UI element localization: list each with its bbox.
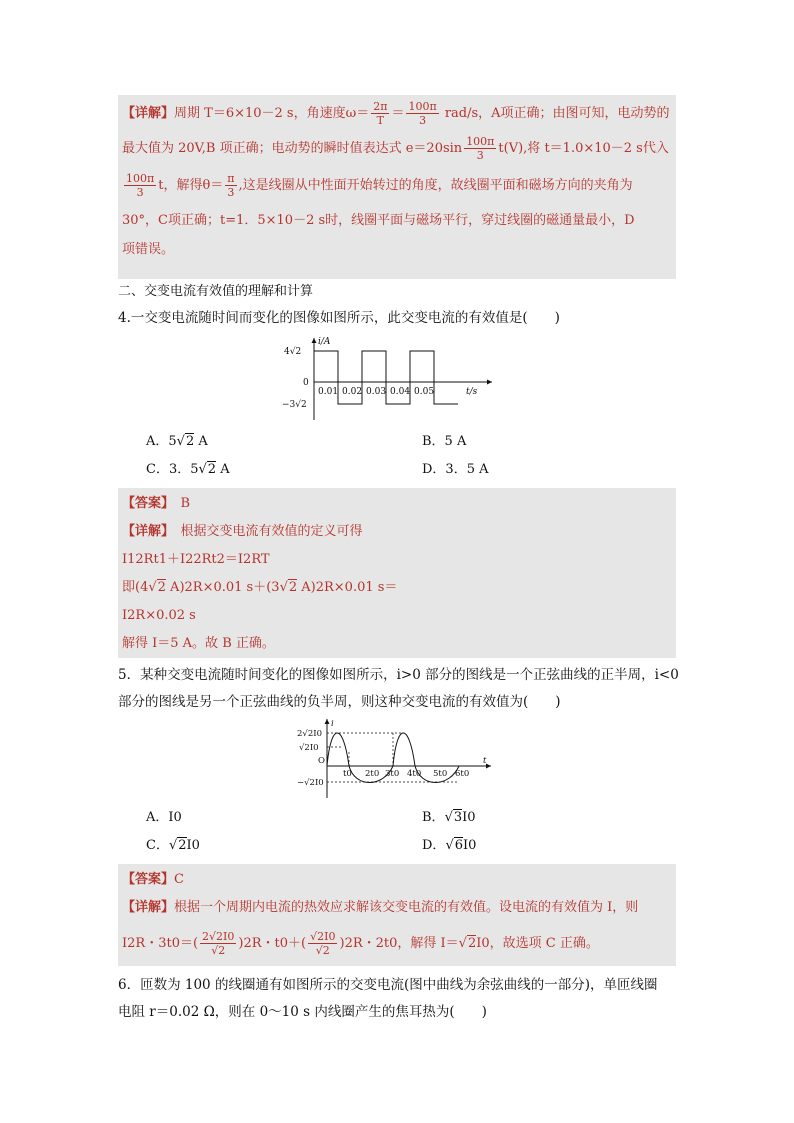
y-axis-arrow: [312, 338, 317, 343]
text: ,这是线圈从中性面开始转过的角度，故线圈平面和磁场方向的夹角为: [238, 178, 633, 193]
numerator: √2I0: [310, 930, 336, 943]
q4-xtick: 0.02: [342, 387, 363, 397]
radicand: 2: [178, 838, 187, 853]
fraction: [225, 172, 236, 199]
denominator: √2: [211, 944, 226, 957]
radicand: 6: [454, 838, 464, 853]
radicand: 2: [467, 936, 477, 951]
q5-xtick: t0: [343, 769, 352, 779]
q4-eq4: 解得 I＝5 A。故 B 正确。: [122, 636, 275, 651]
numerator: 100π: [408, 100, 437, 113]
text: A: [216, 462, 230, 477]
q5-options-row-2: [118, 832, 676, 860]
q4-eq2: 即(4√2 A)2R×0.01 s＋(3√2 A)2R×0.01 s＝: [122, 580, 398, 595]
q6-text-2: 电阻 r＝0.02 Ω，则在 0～10 s 内线圈产生的焦耳热为( ): [118, 1004, 487, 1020]
q3-detail-line-4: 30°，C项正确；t=1．5×10－2 s时，线圈平面与磁场平行，穿过线圈的磁通量最小，D: [122, 213, 635, 228]
answer-tag: 【答案】: [122, 496, 168, 511]
detail-tag: 【详解】: [122, 524, 168, 539]
q5-option-b[interactable]: B．√3I0: [422, 810, 476, 825]
numerator: 100π: [466, 135, 495, 148]
q4-xtick: 0.05: [414, 387, 435, 397]
q5-detail-line: [122, 894, 672, 922]
text: t，解得θ＝: [158, 178, 224, 193]
q5-xlabel: t: [483, 756, 487, 766]
q5-xtick: 4t0: [407, 769, 422, 779]
q5-xtick: 5t0: [433, 769, 448, 779]
q4-ytick-top: 4√2: [284, 347, 302, 357]
fraction: [124, 172, 156, 199]
q5-eq: I2R・3t0＝( $\frac{2√2I0}{√2}$ )2R・t0＋( $\frac{√2I0}{√2}$ )2R・2t0，解得 I＝√2I0，故选项 C 正确。: [122, 930, 599, 957]
text: ＝: [391, 106, 405, 121]
q5-xtick: 2t0: [365, 769, 380, 779]
denominator: √2: [315, 944, 330, 957]
denominator: T: [376, 114, 384, 127]
text: A)2R×0.01 s＝: [297, 580, 398, 595]
q4-option-d[interactable]: D．3．5 A: [422, 462, 489, 477]
text: B．: [422, 810, 445, 825]
radicand: 2: [157, 580, 166, 595]
q5-answer-block: [118, 864, 676, 966]
text: I0: [186, 838, 200, 853]
text: I0，故选项 C 正确。: [476, 936, 599, 951]
q4-square-wave-chart: [282, 332, 512, 424]
text: A．5: [146, 434, 177, 449]
q4-eq3: I2R×0.02 s: [122, 608, 196, 623]
q5-text-1: 5．某种交变电流随时间变化的图像如图所示，i>0 部分的图线是一个正弦曲线的正半周，i<0: [118, 667, 679, 683]
q3-detail-block: [118, 95, 676, 279]
numerator: 100π: [126, 172, 155, 185]
q4-text: 4.一交变电流随时间而变化的图像如图所示，此交变电流的有效值是( ): [118, 310, 560, 326]
q5-ylabel: i: [331, 719, 334, 729]
numerator: 2√2I0: [202, 930, 235, 943]
q5-options-row-1: [118, 804, 676, 832]
q4-answer-line: [122, 490, 672, 518]
text: I0: [463, 838, 477, 853]
radicand: 2: [207, 462, 217, 477]
text: 2R・t0＋: [243, 936, 302, 951]
q4-xtick: 0.04: [390, 387, 411, 397]
q6-text-1: 6．匝数为 100 的线圈通有如图所示的交变电流(图中曲线为余弦曲线的一部分)，单匝线圈: [118, 977, 658, 993]
text: 最大值为 20V,B 项正确；电动势的瞬时值表达式 e＝20sin: [122, 141, 463, 156]
q3-detail-line-1: [122, 97, 672, 131]
text: A)2R×0.01 s＋(3: [165, 580, 280, 595]
answer-value: C: [174, 872, 184, 887]
q4-ytick-zero: 0: [303, 378, 309, 388]
answer-tag: 【答案】: [122, 872, 175, 887]
q4-option-a[interactable]: A．5√2 A: [146, 434, 208, 449]
fraction: [406, 100, 438, 127]
radicand: 3: [453, 810, 463, 825]
q5-ytick: −√2I0: [297, 778, 324, 788]
q4-ytick-bottom: −3√2: [282, 400, 307, 410]
fraction: [464, 135, 496, 162]
text: rad/s，A项正确；由图可知，电动势的: [440, 106, 670, 121]
numerator: π: [227, 172, 235, 185]
q5-option-c[interactable]: C．√2I0: [146, 838, 200, 853]
text: D．: [422, 838, 446, 853]
q5-ytick: 2√2I0: [297, 729, 322, 739]
q4-option-c[interactable]: C．3．5√2 A: [146, 462, 230, 477]
radicand: 2: [185, 434, 195, 449]
answer-value: B: [167, 496, 191, 511]
denominator: 3: [476, 149, 484, 162]
q4-xlabel: t/s: [466, 387, 478, 397]
q4-eq1: I12Rt1＋I22Rt2＝I2RT: [122, 552, 270, 567]
q3-detail-line-2: [122, 131, 672, 167]
denominator: 3: [136, 186, 144, 199]
denominator: 3: [419, 114, 427, 127]
q4-options-row-1: [118, 428, 676, 456]
q5-ytick-origin: O: [318, 756, 325, 766]
text: t(V),将 t＝1.0×10－2 s代入: [498, 141, 669, 156]
text: 2R・2t0，解得 I＝: [344, 936, 459, 951]
q5-option-a[interactable]: A．I0: [146, 810, 182, 825]
x-axis-arrow: [487, 380, 492, 385]
q3-detail-line-3: [122, 167, 672, 205]
fraction: [308, 930, 337, 957]
q4-ylabel: i/A: [318, 337, 331, 347]
denominator: 3: [227, 186, 235, 199]
detail-tag: 【详解】: [122, 106, 175, 121]
fraction: [200, 930, 236, 957]
text: 即(4: [122, 580, 149, 595]
radicand: 2: [288, 580, 298, 595]
q4-detail-line: [122, 518, 672, 546]
page: [118, 95, 679, 1026]
text: I2R・3t0＝: [122, 936, 193, 951]
y-axis-arrow: [325, 719, 330, 724]
numerator: 2π: [373, 100, 388, 113]
text: C．3．5: [146, 462, 199, 477]
text: 根据交变电流有效值的定义可得: [167, 524, 363, 539]
q5-xtick: 6t0: [455, 769, 470, 779]
q4-answer-block: [118, 488, 676, 658]
q5-ytick: √2I0: [299, 743, 319, 753]
q4-option-b[interactable]: B．5 A: [422, 434, 467, 449]
q5-text-2: 部分的图线是另一个正弦曲线的负半周，则这种交变电流的有效值为( ): [118, 694, 561, 710]
q5-xtick: 3t0: [385, 769, 400, 779]
q4-options-row-2: [118, 456, 676, 484]
text: 周期 T＝6×10－2 s，角速度ω＝: [174, 106, 370, 121]
x-axis-arrow: [486, 764, 491, 769]
section-title: 二、交变电流有效值的理解和计算: [118, 284, 314, 299]
text: C．: [146, 838, 169, 853]
text: 根据一个周期内电流的热效应求解该交变电流的有效值。设电流的有效值为 I，则: [174, 900, 639, 915]
q5-sine-chart: [297, 716, 497, 800]
text: I0: [462, 810, 476, 825]
q4-xtick: 0.01: [318, 387, 339, 397]
q4-xtick: 0.03: [366, 387, 387, 397]
q3-detail-line-5: 项错误。: [122, 242, 175, 257]
q5-answer-line: [122, 866, 672, 894]
q5-option-d[interactable]: D．√6I0: [422, 838, 477, 853]
text: A: [194, 434, 208, 449]
fraction: [371, 100, 389, 127]
detail-tag: 【详解】: [122, 900, 175, 915]
